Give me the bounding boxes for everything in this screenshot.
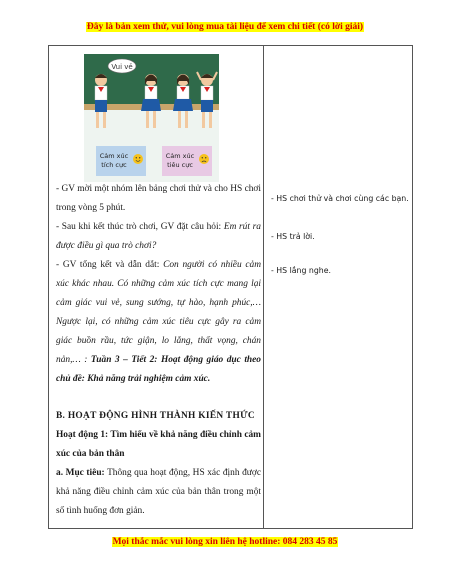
preview-banner: Đây là bản xem thử, vui lòng mua tài liệu để xem chi tiết (có lời giải)	[86, 22, 364, 32]
svg-text:tích cực: tích cực	[101, 161, 127, 169]
svg-text:tiêu cực: tiêu cực	[167, 161, 193, 169]
classroom-illustration	[84, 54, 219, 182]
goal-paragraph: a. Mục tiêu: Thông qua hoạt động, HS xác định được khả năng điều chỉnh cảm xúc của bản thân trong một số tình huống đơn giản.	[56, 468, 261, 516]
column-divider	[263, 46, 264, 528]
lesson-table	[48, 45, 413, 529]
student-response-1: - HS chơi thử và chơi cùng các bạn.	[271, 194, 409, 203]
student-response-3: - HS lắng nghe.	[271, 266, 332, 275]
hotline-banner: Mọi thắc mắc vui lòng xin liên hệ hotline: 084 283 45 85	[112, 537, 338, 547]
card-negative	[162, 146, 212, 176]
paragraph-summary: - GV tổng kết và dẫn dắt: Con người có nhiều cảm xúc khác nhau. Có những cảm xúc tích cực mang lại cảm giác vui vẻ, sung sướng, tự hào, hạnh phúc,… Ngược lại, có những cảm xúc tiêu cực gây ra cảm giác buồn rầu, tức giận, lo lắng, thất vọng, chán nản,… : Tuần 3 – Tiết 2: Hoạt động giáo dục theo chủ đề: Khả năng trải nghiệm cảm xúc.	[56, 260, 261, 384]
paragraph-question: - Sau khi kết thúc trò chơi, GV đặt câu hỏi: Em rút ra được điều gì qua trò chơi?	[56, 222, 261, 251]
frown-icon	[199, 154, 209, 164]
teacher-activities-column	[56, 180, 261, 521]
card-positive	[96, 146, 146, 176]
activity-1-heading: Hoạt động 1: Tìm hiểu về khả năng điều chỉnh cảm xúc của bản thân	[56, 430, 261, 459]
student-response-2: - HS trả lời.	[271, 232, 315, 241]
svg-text:Cảm xúc: Cảm xúc	[99, 152, 129, 160]
paragraph-invite: - GV mời một nhóm lên bảng chơi thử và cho HS chơi trong vòng 5 phút.	[56, 184, 261, 213]
svg-text:Cảm xúc: Cảm xúc	[165, 152, 195, 160]
speech-text: Vui vẻ	[111, 63, 133, 71]
section-b-heading: B. HOẠT ĐỘNG HÌNH THÀNH KIẾN THỨC	[56, 411, 255, 421]
smile-icon	[133, 154, 143, 164]
